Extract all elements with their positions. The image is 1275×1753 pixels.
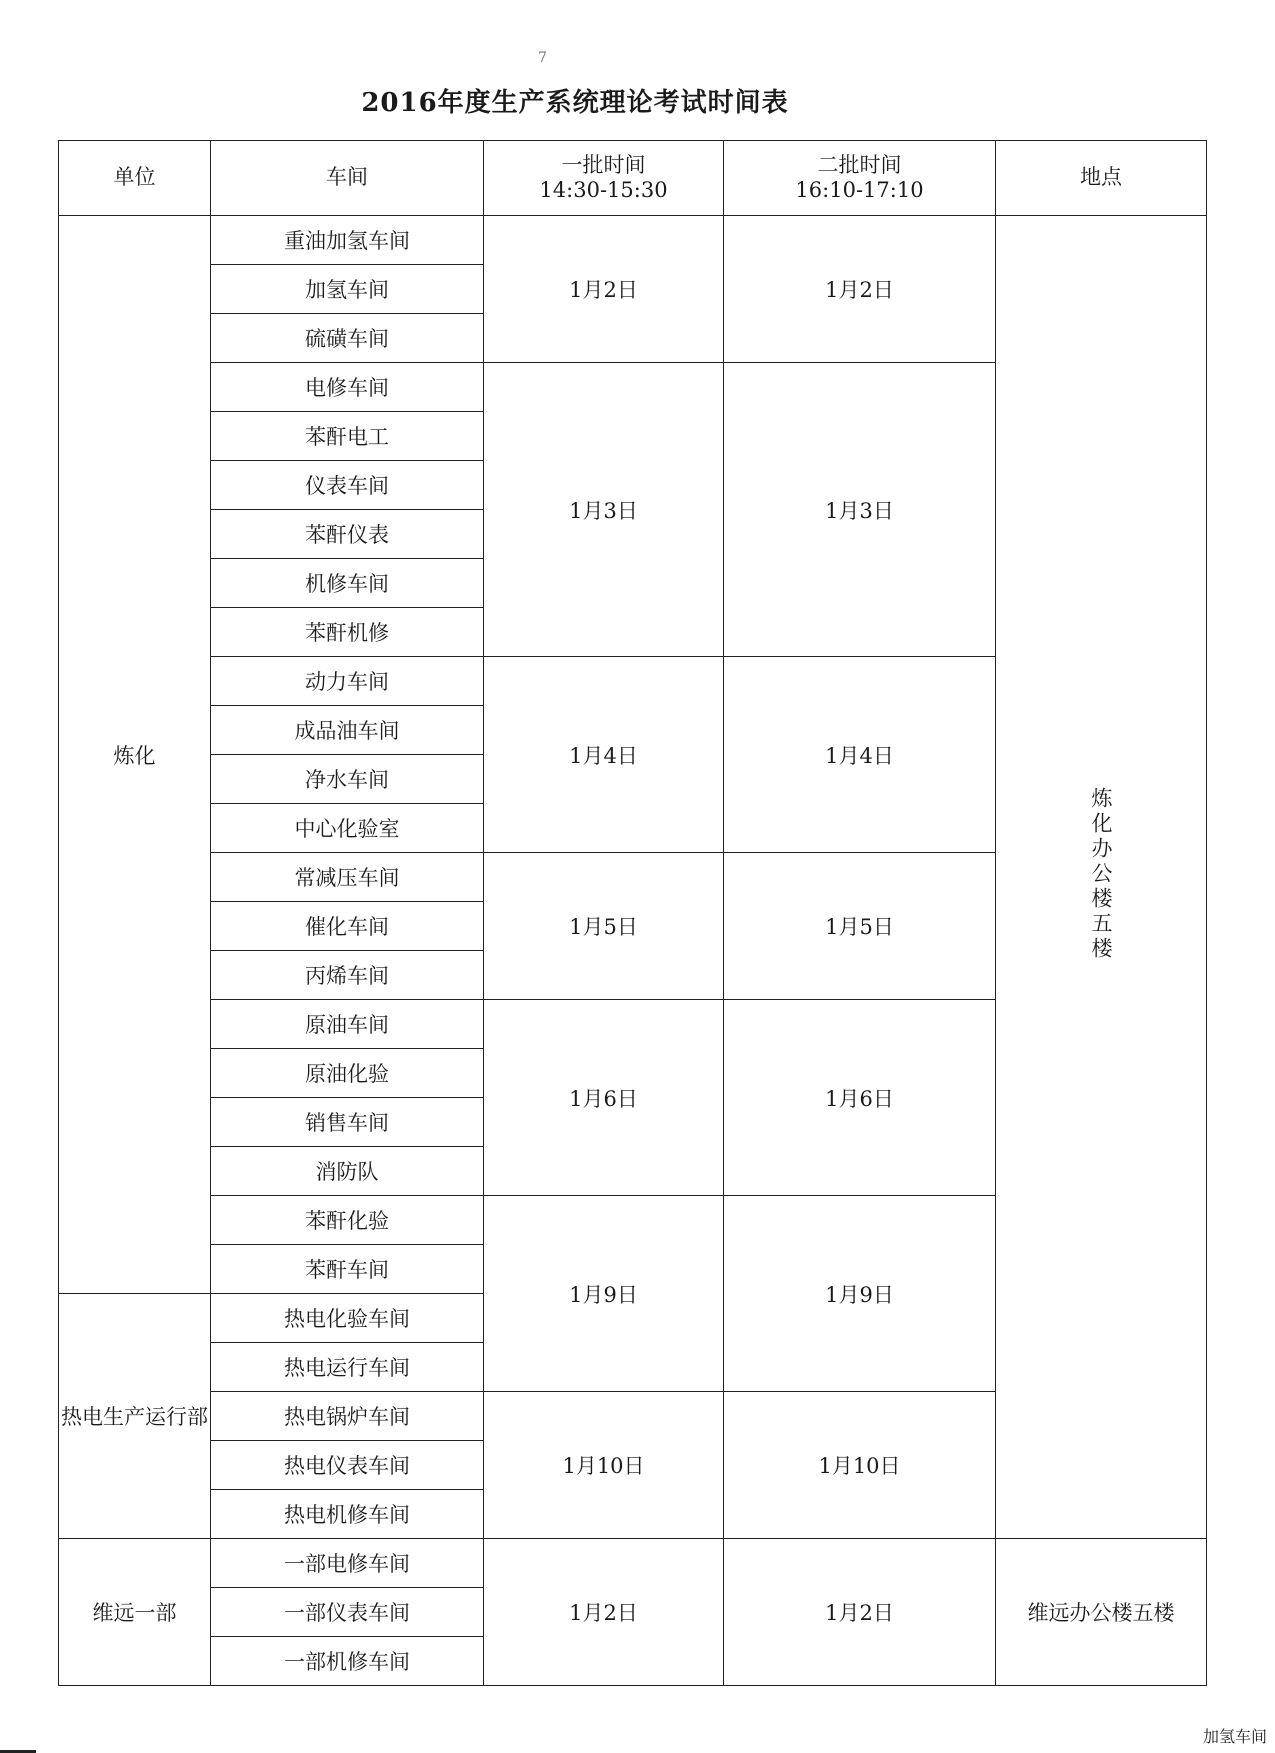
unit-cell: 维远一部 bbox=[59, 1539, 211, 1686]
workshop-cell: 热电机修车间 bbox=[211, 1490, 484, 1539]
batch2-date-cell: 1月3日 bbox=[724, 363, 996, 657]
workshop-cell: 消防队 bbox=[211, 1147, 484, 1196]
workshop-cell: 原油化验 bbox=[211, 1049, 484, 1098]
workshop-cell: 热电锅炉车间 bbox=[211, 1392, 484, 1441]
batch1-date-cell: 1月2日 bbox=[484, 216, 724, 363]
header-batch2-title: 二批时间 bbox=[817, 152, 902, 177]
workshop-cell: 销售车间 bbox=[211, 1098, 484, 1147]
unit-cell: 热电生产运行部 bbox=[59, 1294, 211, 1539]
corner-label: 加氢车间 bbox=[1202, 1727, 1267, 1746]
location-text: 炼化办公楼五楼 bbox=[1089, 787, 1113, 962]
batch2-date-cell: 1月10日 bbox=[724, 1392, 996, 1539]
workshop-cell: 重油加氢车间 bbox=[211, 216, 484, 265]
batch1-date-cell: 1月2日 bbox=[484, 1539, 724, 1686]
batch2-date-cell: 1月2日 bbox=[724, 216, 996, 363]
workshop-cell: 中心化验室 bbox=[211, 804, 484, 853]
workshop-cell: 苯酐车间 bbox=[211, 1245, 484, 1294]
batch1-date-cell: 1月6日 bbox=[484, 1000, 724, 1196]
workshop-cell: 成品油车间 bbox=[211, 706, 484, 755]
workshop-cell: 仪表车间 bbox=[211, 461, 484, 510]
batch1-date-cell: 1月3日 bbox=[484, 363, 724, 657]
unit-cell: 炼化 bbox=[59, 216, 211, 1294]
header-batch1-time: 14:30-15:30 bbox=[539, 178, 668, 202]
workshop-cell: 苯酐电工 bbox=[211, 412, 484, 461]
workshop-cell: 一部机修车间 bbox=[211, 1637, 484, 1686]
batch1-date-cell: 1月10日 bbox=[484, 1392, 724, 1539]
workshop-cell: 常减压车间 bbox=[211, 853, 484, 902]
batch2-date-cell: 1月6日 bbox=[724, 1000, 996, 1196]
header-location: 地点 bbox=[996, 141, 1207, 216]
exam-schedule-table bbox=[58, 140, 1207, 1686]
workshop-cell: 苯酐仪表 bbox=[211, 510, 484, 559]
header-batch1 bbox=[484, 141, 724, 216]
workshop-cell: 加氢车间 bbox=[211, 265, 484, 314]
workshop-cell: 机修车间 bbox=[211, 559, 484, 608]
header-batch1-title: 一批时间 bbox=[561, 152, 646, 177]
table-row bbox=[59, 1539, 1207, 1588]
header-batch2-time: 16:10-17:10 bbox=[795, 178, 924, 202]
page-title: 2016年度生产系统理论考试时间表 bbox=[361, 88, 789, 118]
table-row bbox=[59, 216, 1207, 265]
workshop-cell: 动力车间 bbox=[211, 657, 484, 706]
workshop-cell: 净水车间 bbox=[211, 755, 484, 804]
location-cell bbox=[996, 216, 1207, 1539]
batch2-date-cell: 1月9日 bbox=[724, 1196, 996, 1392]
header-batch2 bbox=[724, 141, 996, 216]
workshop-cell: 热电运行车间 bbox=[211, 1343, 484, 1392]
workshop-cell: 一部电修车间 bbox=[211, 1539, 484, 1588]
header-unit: 单位 bbox=[59, 141, 211, 216]
batch1-date-cell: 1月9日 bbox=[484, 1196, 724, 1392]
header-row bbox=[59, 141, 1207, 216]
workshop-cell: 苯酐化验 bbox=[211, 1196, 484, 1245]
batch2-date-cell: 1月5日 bbox=[724, 853, 996, 1000]
workshop-cell: 催化车间 bbox=[211, 902, 484, 951]
batch2-date-cell: 1月2日 bbox=[724, 1539, 996, 1686]
workshop-cell: 苯酐机修 bbox=[211, 608, 484, 657]
page-mark: 7 bbox=[538, 50, 547, 66]
workshop-cell: 一部仪表车间 bbox=[211, 1588, 484, 1637]
batch2-date-cell: 1月4日 bbox=[724, 657, 996, 853]
workshop-cell: 原油车间 bbox=[211, 1000, 484, 1049]
workshop-cell: 热电化验车间 bbox=[211, 1294, 484, 1343]
location-cell: 维远办公楼五楼 bbox=[996, 1539, 1207, 1686]
batch1-date-cell: 1月5日 bbox=[484, 853, 724, 1000]
batch1-date-cell: 1月4日 bbox=[484, 657, 724, 853]
workshop-cell: 丙烯车间 bbox=[211, 951, 484, 1000]
workshop-cell: 硫磺车间 bbox=[211, 314, 484, 363]
workshop-cell: 热电仪表车间 bbox=[211, 1441, 484, 1490]
header-workshop: 车间 bbox=[211, 141, 484, 216]
workshop-cell: 电修车间 bbox=[211, 363, 484, 412]
